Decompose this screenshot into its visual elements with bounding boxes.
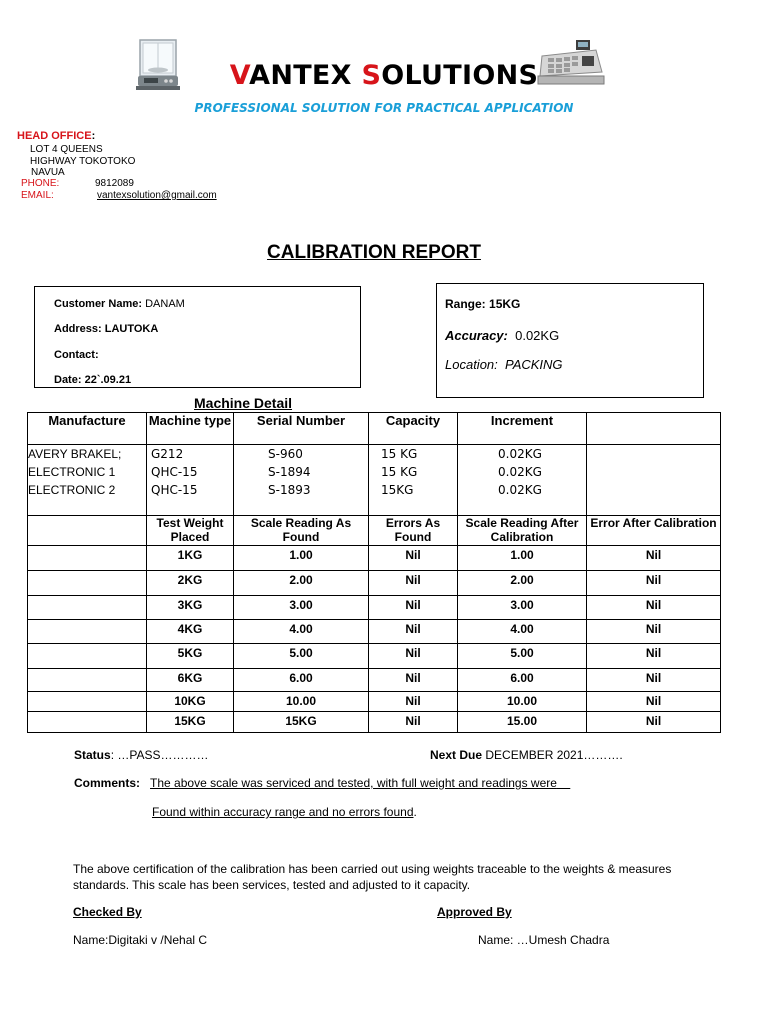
machine-type-cell (147, 445, 234, 516)
col-machine-type: Machine type (147, 413, 234, 445)
comments-row: Comments: The above scale was serviced and tested, with full weight and readings were (74, 776, 557, 790)
list-item: S-960 (268, 447, 303, 461)
serial-cell (234, 445, 369, 516)
col-capacity: Capacity (369, 413, 458, 445)
table-row (28, 669, 721, 692)
table-cell: Nil (369, 596, 458, 620)
machine-detail-title: Machine Detail (194, 395, 293, 411)
col-test-weight: Test Weight Placed (147, 516, 234, 546)
certification-text: The above certification of the calibration has been carried out using weights traceable to the weights & measures standards. This scale has been services, tested and adjusted to it capacity. (73, 862, 672, 892)
table-cell: Nil (587, 644, 721, 669)
table-cell: 15KG (147, 712, 234, 733)
list-item: 15 KG (381, 465, 418, 479)
list-item: 0.02KG (498, 465, 542, 479)
table-cell: 3.00 (234, 596, 369, 620)
col-reading-found: Scale Reading As Found (234, 516, 369, 546)
table-cell: 5.00 (234, 644, 369, 669)
table-cell: Nil (587, 546, 721, 571)
table-row (28, 644, 721, 669)
table-cell: 15.00 (458, 712, 587, 733)
col-reading-after: Scale Reading After Calibration (458, 516, 587, 546)
list-item: QHC-15 (151, 465, 198, 479)
customer-date-row: Date: 22`.09.21 (54, 374, 132, 386)
table-cell: 1.00 (458, 546, 587, 571)
table-cell: 4.00 (458, 620, 587, 644)
col-serial-number: Serial Number (234, 413, 369, 445)
list-item: 15KG (381, 483, 414, 497)
head-office-label: HEAD OFFICE: (17, 130, 96, 142)
table-cell: 15KG (234, 712, 369, 733)
table-cell: 3KG (147, 596, 234, 620)
table-cell: 6.00 (234, 669, 369, 692)
table-cell: 1.00 (234, 546, 369, 571)
table-cell: 4KG (147, 620, 234, 644)
list-item: S-1894 (268, 465, 311, 479)
table-cell: 5KG (147, 644, 234, 669)
col-blank (587, 413, 721, 445)
table-cell: Nil (587, 692, 721, 712)
range-row: Range: 15KG (445, 297, 521, 311)
next-due-row: Next Due DECEMBER 2021………. (430, 748, 623, 762)
table-row (28, 712, 721, 733)
table-row (28, 546, 721, 571)
report-title: CALIBRATION REPORT (267, 242, 481, 263)
checked-by-name: Name:Digitaki v /Nehal C (73, 933, 208, 947)
machine-table (27, 412, 721, 516)
col-increment: Increment (458, 413, 587, 445)
table-cell: Nil (369, 692, 458, 712)
email-link[interactable]: vantexsolution@gmail.com (97, 190, 217, 201)
approved-by-name: Name: …Umesh Chadra (478, 933, 610, 947)
list-item: ELECTRONIC 2 (28, 483, 116, 497)
table-cell: Nil (369, 620, 458, 644)
table-cell: 4.00 (234, 620, 369, 644)
table-cell: Nil (587, 571, 721, 596)
table-cell: 3.00 (458, 596, 587, 620)
customer-name-row: Customer Name: DANAM (54, 298, 185, 310)
table-cell: Nil (369, 571, 458, 596)
increment-cell (458, 445, 587, 516)
table-cell: 10.00 (234, 692, 369, 712)
table-row (28, 596, 721, 620)
customer-address-row: Address: LAUTOKA (54, 323, 159, 335)
table-cell: Nil (369, 712, 458, 733)
location-row: Location: PACKING (445, 357, 563, 372)
company-tagline: PROFESSIONAL SOLUTION FOR PRACTICAL APPLICATION (194, 101, 574, 115)
table-cell: Nil (587, 596, 721, 620)
table-row (28, 692, 721, 712)
customer-contact-row: Contact: (54, 349, 99, 361)
col-manufacture: Manufacture (28, 413, 147, 445)
checked-by-label: Checked By (73, 905, 142, 919)
table-row (28, 571, 721, 596)
list-item: 0.02KG (498, 483, 542, 497)
table-cell: 1KG (147, 546, 234, 571)
list-item: ELECTRONIC 1 (28, 465, 116, 479)
col-errors-found: Errors As Found (369, 516, 458, 546)
readings-table (27, 515, 721, 733)
table-cell: Nil (369, 644, 458, 669)
list-item: 0.02KG (498, 447, 542, 461)
manufacture-cell (28, 445, 147, 516)
list-item: S-1893 (268, 483, 311, 497)
email-label: EMAIL: (21, 190, 54, 201)
table-cell: 10KG (147, 692, 234, 712)
head-office-address: LOT 4 QUEENS HIGHWAY TOKOTOKO NAVUA (30, 144, 136, 178)
accuracy-row: Accuracy: 0.02KG (445, 328, 560, 343)
table-cell: Nil (369, 546, 458, 571)
table-cell: 6.00 (458, 669, 587, 692)
phone-value: 9812089 (95, 178, 134, 189)
col-error-after: Error After Calibration (587, 516, 721, 546)
list-item: G212 (151, 447, 184, 461)
comments-row-2: Found within accuracy range and no errors found. (152, 805, 417, 819)
table-cell: 6KG (147, 669, 234, 692)
approved-by-label: Approved By (437, 905, 512, 919)
table-cell: Nil (587, 712, 721, 733)
list-item: AVERY BRAKEL; (28, 447, 122, 461)
table-cell: 10.00 (458, 692, 587, 712)
table-cell: 2.00 (234, 571, 369, 596)
company-name: VANTEX SOLUTIONS (229, 60, 539, 91)
list-item: QHC-15 (151, 483, 198, 497)
table-cell: Nil (369, 669, 458, 692)
table-cell: 2KG (147, 571, 234, 596)
table-cell: 2.00 (458, 571, 587, 596)
table-row (28, 620, 721, 644)
status-row: Status: …PASS………… (74, 748, 209, 762)
table-cell: 5.00 (458, 644, 587, 669)
table-cell: Nil (587, 620, 721, 644)
capacity-cell (369, 445, 458, 516)
list-item: 15 KG (381, 447, 418, 461)
table-cell: Nil (587, 669, 721, 692)
phone-label: PHONE: (21, 178, 60, 189)
